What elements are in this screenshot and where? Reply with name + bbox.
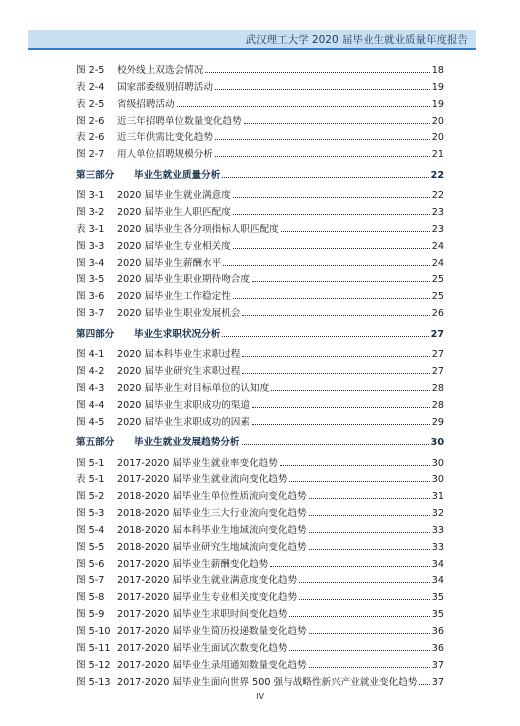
toc-entry-title: 校外线上双选会情况: [117, 65, 204, 76]
toc-entry-page: 34: [431, 575, 444, 587]
toc-entry-page: 23: [431, 207, 444, 219]
page-header: [0, 0, 520, 52]
toc-entry-label: 表 2-5: [76, 98, 105, 110]
toc-entry-label: 表 2-4: [76, 81, 105, 93]
toc-entry-label: 第四部分: [76, 328, 115, 340]
dot-leader: [309, 667, 430, 668]
toc-entry-title: 2017-2020 届毕业生就业率变化趋势: [117, 457, 278, 469]
dot-leader: [222, 177, 428, 178]
toc-entry-page: 37: [431, 659, 444, 671]
toc-entry-title: 2020 届毕业生薪酬水平: [117, 257, 222, 269]
toc-entry[interactable]: [76, 657, 444, 674]
toc-entry[interactable]: [76, 589, 444, 606]
toc-entry[interactable]: [76, 255, 444, 272]
toc-entry-page: 32: [431, 508, 444, 520]
toc-entry-page: 33: [431, 541, 444, 553]
toc-entry-title: 2017-2020 届毕业生求职时间变化趋势: [117, 609, 288, 621]
toc-entry-label: 图 2-6: [76, 115, 105, 127]
toc-entry[interactable]: [76, 488, 444, 505]
toc-entry-title: 2018-2020 届毕业生三大行业流向变化趋势: [117, 508, 307, 520]
toc-entry-label: 第三部分: [76, 169, 115, 181]
toc-entry[interactable]: [76, 380, 444, 397]
toc-entry-label: 图 2-5: [76, 65, 105, 76]
dot-leader: [252, 407, 430, 408]
toc-entry-page: 25: [431, 291, 444, 303]
toc-entry-label: 图 4-3: [76, 382, 105, 394]
dot-leader: [233, 214, 430, 215]
toc-entry-page: 20: [431, 115, 444, 127]
toc-entry-page: 29: [431, 416, 444, 428]
toc-entry-label: 表 3-1: [76, 223, 105, 235]
toc-entry-label: 图 2-7: [76, 149, 105, 161]
toc-entry[interactable]: [76, 62, 444, 79]
toc-entry[interactable]: [76, 640, 444, 657]
toc-entry-title: 2018-2020 届毕业生单位性质流向变化趋势: [117, 491, 307, 503]
toc-entry-label: 图 3-6: [76, 291, 105, 303]
toc-entry-label: 图 3-5: [76, 274, 105, 286]
toc-section-heading[interactable]: [76, 167, 444, 184]
toc-section-heading[interactable]: [76, 434, 444, 451]
toc-entry-label: 第五部分: [76, 436, 115, 448]
toc-entry-label: 图 3-1: [76, 190, 105, 202]
dot-leader: [252, 281, 430, 282]
toc-entry-title: 毕业生求职状况分析: [134, 328, 221, 340]
toc-entry[interactable]: [76, 572, 444, 589]
toc-entry[interactable]: [76, 129, 444, 146]
toc-entry-title: 用人单位招聘规模分析: [117, 149, 213, 161]
toc-entry-title: 2020 届毕业研究生求职过程: [117, 366, 241, 377]
toc-entry-label: 图 5-8: [76, 592, 105, 604]
dot-leader: [280, 465, 430, 466]
toc-entry[interactable]: [76, 187, 444, 204]
toc-entry[interactable]: [76, 238, 444, 255]
toc-entry-label: 图 5-2: [76, 491, 105, 503]
toc-entry-label: 图 3-3: [76, 240, 105, 252]
toc-entry-title: 2017-2020 届毕业生面向世界 500 强与战略性新兴产业就业变化趋势: [117, 676, 418, 688]
toc-entry-page: 19: [431, 98, 444, 110]
toc-entry-title: 毕业生就业发展趋势分析: [134, 436, 240, 448]
toc-entry-label: 图 5-6: [76, 558, 105, 570]
toc-entry-title: 2017-2020 届毕业生面试次数变化趋势: [117, 642, 288, 654]
toc-entry-page: 19: [431, 81, 444, 93]
dot-leader: [299, 582, 430, 583]
dot-leader: [270, 566, 430, 567]
toc-entry-label: 图 3-4: [76, 257, 105, 269]
dot-leader: [309, 515, 430, 516]
dot-leader: [289, 481, 429, 482]
toc-entry-title: 毕业生就业质量分析: [134, 169, 221, 181]
toc-entry[interactable]: [76, 397, 444, 414]
toc-entry-page: 28: [431, 399, 444, 411]
toc-entry-title: 2017-2020 届毕业生专业相关度变化趋势: [117, 592, 298, 604]
toc-entry-page: 36: [431, 642, 444, 654]
toc-entry-title: 2018-2020 届毕业研究生地域流向变化趋势: [117, 541, 307, 553]
toc-entry-label: 图 5-1: [76, 457, 105, 469]
toc-entry-page: 34: [431, 558, 444, 570]
toc-entry[interactable]: [76, 674, 444, 691]
toc-entry-title: 2017-2020 届毕业生就业流向变化趋势: [117, 474, 288, 486]
toc-entry[interactable]: [76, 113, 444, 130]
toc-entry-title: 近三年供需比变化趋势: [117, 132, 213, 144]
toc-entry-page: 25: [431, 274, 444, 286]
toc-entry-page: 31: [431, 491, 444, 503]
toc-entry-page: 36: [431, 625, 444, 637]
toc-entry[interactable]: [76, 471, 444, 488]
toc-entry-title: 2020 届毕业生各分项指标人职匹配度: [117, 223, 279, 235]
toc-entry[interactable]: [76, 363, 444, 380]
toc-entry-label: 图 5-11: [76, 642, 111, 654]
toc-entry-page: 27: [431, 366, 444, 377]
toc-entry-page: 27: [430, 328, 444, 340]
toc-entry-title: 国家部委级别招聘活动: [117, 81, 213, 93]
toc-entry-page: 18: [431, 65, 444, 76]
header-title: 武汉理工大学 2020 届毕业生就业质量年度报告: [245, 34, 468, 46]
dot-leader: [205, 72, 429, 73]
toc-entry-label: 图 4-1: [76, 349, 105, 361]
toc-entry[interactable]: [76, 606, 444, 623]
dot-leader: [299, 599, 430, 600]
toc-entry-page: 20: [431, 132, 444, 144]
toc-entry[interactable]: [76, 556, 444, 573]
toc-entry[interactable]: [76, 146, 444, 163]
toc-entry-page: 24: [431, 257, 444, 269]
toc-entry[interactable]: [76, 455, 444, 472]
toc-entry-page: 30: [431, 474, 444, 486]
dot-leader: [222, 336, 428, 337]
page-number: IV: [256, 692, 264, 701]
toc-entry[interactable]: [76, 505, 444, 522]
toc-entry[interactable]: [76, 288, 444, 305]
toc-entry[interactable]: [76, 414, 444, 431]
dot-leader: [242, 315, 429, 316]
toc-entry-page: 37: [431, 676, 444, 688]
toc-entry-label: 图 4-5: [76, 416, 105, 428]
dot-leader: [309, 498, 430, 499]
dot-leader: [242, 444, 429, 445]
toc-entry[interactable]: [76, 271, 444, 288]
dot-leader: [309, 633, 430, 634]
toc-entry-label: 图 5-4: [76, 524, 105, 536]
dot-leader: [252, 424, 430, 425]
toc-entry-page: 27: [431, 349, 444, 361]
toc-entry-title: 2017-2020 届毕业生就业满意度变化趋势: [117, 575, 298, 587]
toc-entry-title: 2020 届本科毕业生求职过程: [117, 349, 241, 361]
dot-leader: [244, 123, 430, 124]
toc-entry-title: 省级招聘活动: [117, 98, 175, 110]
toc-entry-title: 2020 届毕业生对目标单位的认知度: [117, 382, 270, 394]
dot-leader: [223, 265, 430, 266]
toc-entry-title: 2018-2020 届本科毕业生地域流向变化趋势: [117, 524, 307, 536]
toc-entry[interactable]: [76, 522, 444, 539]
toc-entry[interactable]: [76, 79, 444, 96]
toc-entry-page: 30: [430, 436, 444, 448]
toc-entry-label: 表 5-1: [76, 474, 105, 486]
dot-leader: [289, 650, 429, 651]
toc-entry-page: 22: [431, 190, 444, 202]
toc-entry-title: 2020 届毕业生职业期待吻合度: [117, 274, 250, 286]
dot-leader: [309, 549, 430, 550]
toc-entry-label: 图 3-2: [76, 207, 105, 219]
toc-entry-title: 2020 届毕业生职业发展机会: [117, 308, 241, 320]
toc-entry[interactable]: [76, 96, 444, 113]
dot-leader: [242, 356, 429, 357]
toc-entry-page: 35: [431, 609, 444, 621]
dot-leader: [215, 139, 430, 140]
toc-entry[interactable]: [76, 346, 444, 363]
toc-entry-title: 2020 届毕业生求职成功的渠道: [117, 399, 250, 411]
toc-entry-label: 图 5-5: [76, 541, 105, 553]
toc-entry-page: 30: [431, 457, 444, 469]
dot-leader: [289, 616, 429, 617]
toc-entry-label: 图 3-7: [76, 308, 105, 320]
toc-entry[interactable]: [76, 221, 444, 238]
toc-entry-label: 图 5-12: [76, 659, 111, 671]
toc-entry-label: 图 5-9: [76, 609, 105, 621]
dot-leader: [419, 684, 429, 685]
toc-entry-page: 35: [431, 592, 444, 604]
toc-entry-title: 2020 届毕业生求职成功的因素: [117, 416, 250, 428]
toc-entry[interactable]: [76, 204, 444, 221]
dot-leader: [215, 156, 430, 157]
dot-leader: [242, 373, 429, 374]
toc-entry-label: 图 5-13: [76, 676, 111, 688]
toc-entry-page: 22: [430, 169, 444, 181]
dot-leader: [281, 231, 430, 232]
toc-entry-title: 2017-2020 届毕业生录用通知数量变化趋势: [117, 659, 307, 671]
dot-leader: [309, 532, 430, 533]
dot-leader: [233, 248, 430, 249]
toc-entry-page: 33: [431, 524, 444, 536]
toc-entry-title: 2020 届毕业生人职匹配度: [117, 207, 231, 219]
table-of-contents: [76, 62, 444, 690]
toc-entry-label: 图 5-7: [76, 575, 105, 587]
dot-leader: [177, 106, 430, 107]
toc-entry-page: 21: [431, 149, 444, 161]
toc-entry[interactable]: [76, 539, 444, 556]
toc-entry[interactable]: [76, 305, 444, 322]
toc-entry-label: 图 4-2: [76, 366, 105, 377]
toc-entry-title: 近三年招聘单位数量变化趋势: [117, 115, 242, 127]
toc-entry-label: 图 5-10: [76, 625, 111, 637]
toc-entry-label: 图 5-3: [76, 508, 105, 520]
toc-entry[interactable]: [76, 623, 444, 640]
toc-entry-title: 2020 届毕业生工作稳定性: [117, 291, 231, 303]
toc-entry-label: 图 4-4: [76, 399, 105, 411]
toc-entry-page: 26: [431, 308, 444, 320]
toc-entry-title: 2017-2020 届毕业生薪酬变化趋势: [117, 558, 269, 570]
toc-entry-page: 23: [431, 223, 444, 235]
dot-leader: [233, 197, 430, 198]
dot-leader: [271, 390, 430, 391]
toc-section-heading[interactable]: [76, 326, 444, 343]
toc-entry-label: 表 2-6: [76, 132, 105, 144]
toc-entry-title: 2020 届毕业生就业满意度: [117, 190, 231, 202]
toc-entry-page: 28: [431, 382, 444, 394]
toc-entry-title: 2017-2020 届毕业生简历投递数量变化趋势: [117, 625, 307, 637]
dot-leader: [233, 298, 430, 299]
toc-entry-title: 2020 届毕业生专业相关度: [117, 240, 231, 252]
dot-leader: [215, 89, 430, 90]
toc-entry-page: 24: [431, 240, 444, 252]
